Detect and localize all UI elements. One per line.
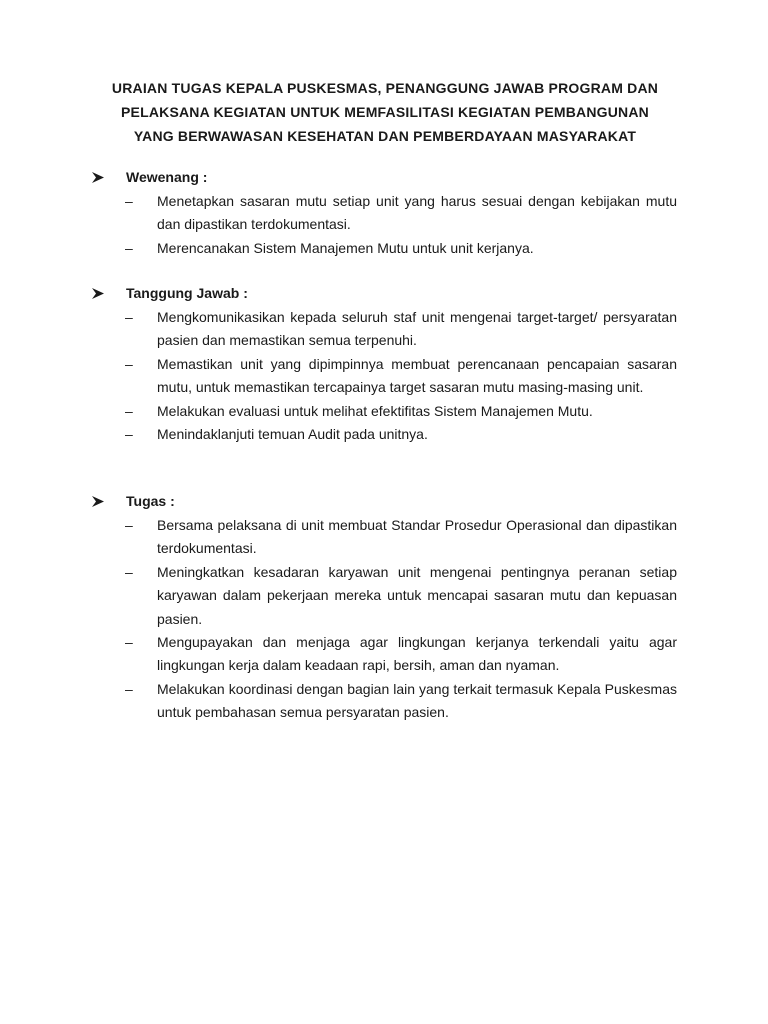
item-text: Bersama pelaksana di unit membuat Standar Prosedur Operasional dan dipastikan terdokumentasi. — [157, 517, 677, 557]
dash-bullet: – — [125, 309, 133, 325]
title-line: YANG BERWAWASAN KESEHATAN DAN PEMBERDAYAAN MASYARAKAT — [133, 128, 637, 144]
item-text: Mengupayakan dan menjaga agar lingkungan kerjanya terkendali yaitu agar lingkungan kerja dalam keadaan rapi, bersih, aman dan nyaman. — [157, 634, 677, 674]
arrow-bullet-icon — [92, 281, 106, 305]
item-text: Memastikan unit yang dipimpinnya membuat perencanaan pencapaian sasaran mutu, untuk memastikan tercapainya target sasaran mutu masing-masing unit. — [157, 355, 677, 396]
item-list — [92, 514, 682, 725]
section-heading — [92, 165, 682, 189]
item-text: Mengkomunikasikan kepada seluruh staf unit mengenai target-target/ persyaratan pasien dan memastikan semua terpenuhi. — [157, 309, 677, 349]
dash-bullet: – — [125, 355, 133, 372]
list-item — [92, 190, 677, 237]
title-line: URAIAN TUGAS KEPALA PUSKESMAS, PENANGGUNG JAWAB PROGRAM DAN — [111, 80, 659, 96]
dash-bullet: – — [125, 239, 133, 256]
list-item — [92, 514, 677, 561]
list-item — [92, 561, 677, 631]
section-tugas — [92, 489, 682, 725]
section-title: Tanggung Jawab : — [126, 285, 248, 301]
section-heading — [92, 489, 682, 513]
item-text: Merencanakan Sistem Manajemen Mutu untuk unit kerjanya. — [157, 239, 534, 256]
dash-bullet: – — [125, 680, 133, 697]
document-title — [80, 76, 690, 148]
dash-bullet: – — [125, 517, 133, 533]
list-item — [92, 400, 677, 423]
list-item — [92, 423, 677, 446]
list-item — [92, 631, 677, 678]
dash-bullet: – — [125, 634, 133, 651]
dash-bullet: – — [125, 193, 133, 209]
list-item — [92, 306, 677, 353]
dash-bullet: – — [125, 426, 133, 443]
arrow-bullet-icon — [92, 489, 106, 513]
item-text: Meningkatkan kesadaran karyawan unit mengenai pentingnya peranan setiap karyawan dalam pekerjaan mereka untuk mencapai sasaran mutu dan kepuasan pasien. — [157, 563, 677, 627]
item-text: Melakukan koordinasi dengan bagian lain yang terkait termasuk Kepala Puskesmas untuk pembahasan semua persyaratan pasien. — [157, 680, 677, 721]
list-item — [92, 237, 677, 260]
list-item — [92, 353, 677, 400]
title-line: PELAKSANA KEGIATAN UNTUK MEMFASILITASI KEGIATAN PEMBANGUNAN — [121, 104, 649, 120]
section-wewenang — [92, 165, 682, 260]
section-heading — [92, 281, 682, 305]
item-list — [92, 190, 682, 260]
arrow-bullet-icon — [92, 165, 106, 189]
list-item — [92, 678, 677, 725]
item-list — [92, 306, 682, 446]
section-title: Wewenang : — [126, 169, 208, 185]
dash-bullet: – — [125, 402, 133, 419]
dash-bullet: – — [125, 563, 133, 580]
item-text: Melakukan evaluasi untuk melihat efektifitas Sistem Manajemen Mutu. — [157, 402, 593, 419]
section-title: Tugas : — [126, 493, 175, 509]
item-text: Menetapkan sasaran mutu setiap unit yang harus sesuai dengan kebijakan mutu dan dipastikan terdokumentasi. — [157, 193, 677, 233]
item-text: Menindaklanjuti temuan Audit pada unitnya. — [157, 426, 428, 443]
section-tanggung-jawab — [92, 281, 682, 446]
